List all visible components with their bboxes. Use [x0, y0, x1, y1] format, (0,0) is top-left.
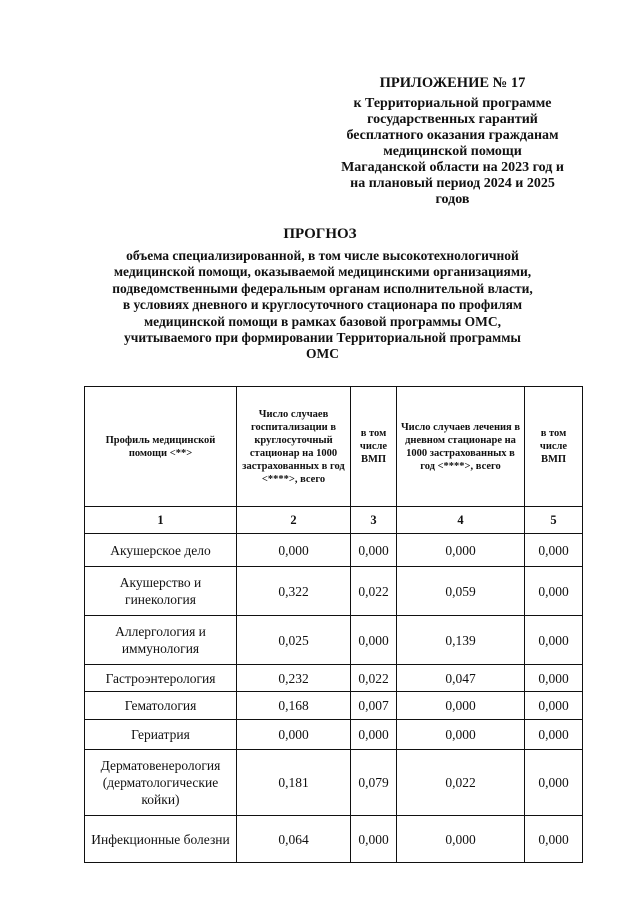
appendix-line: Магаданской области на 2023 год и [341, 160, 564, 175]
column-number: 3 [351, 507, 397, 534]
value-cell: 0,007 [351, 692, 397, 720]
subtitle-line: в условиях дневного и круглосуточного стационара по профилям [122, 297, 523, 313]
table-row [85, 567, 583, 616]
subtitle-line: медицинской помощи, оказываемой медицинскими организациями, [113, 264, 532, 280]
value-cell: 0,022 [351, 665, 397, 692]
column-number: 1 [85, 507, 237, 534]
appendix-line: медицинской помощи [383, 144, 522, 159]
document-subtitle [80, 248, 565, 363]
table-row [85, 720, 583, 750]
value-cell: 0,000 [397, 692, 525, 720]
header-day-stationary-cases: Число случаев лечения в дневном стационаре на 1000 застрахованных в год <****>, всего [397, 387, 525, 507]
value-cell: 0,000 [397, 534, 525, 567]
column-number: 4 [397, 507, 525, 534]
appendix-header [325, 75, 580, 208]
value-cell: 0,064 [237, 816, 351, 863]
column-number: 2 [237, 507, 351, 534]
subtitle-line: ОМС [306, 346, 339, 362]
header-vmp: в том числе ВМП [351, 387, 397, 507]
profile-cell: Аллергология и иммунология [85, 616, 237, 665]
column-number: 5 [525, 507, 583, 534]
value-cell: 0,000 [525, 534, 583, 567]
value-cell: 0,000 [237, 720, 351, 750]
profile-cell: Акушерство и гинекология [85, 567, 237, 616]
value-cell: 0,000 [351, 616, 397, 665]
value-cell: 0,168 [237, 692, 351, 720]
value-cell: 0,000 [525, 616, 583, 665]
table-row [85, 692, 583, 720]
value-cell: 0,059 [397, 567, 525, 616]
appendix-line: государственных гарантий [367, 112, 538, 127]
value-cell: 0,000 [525, 665, 583, 692]
value-cell: 0,232 [237, 665, 351, 692]
value-cell: 0,000 [237, 534, 351, 567]
value-cell: 0,079 [351, 750, 397, 816]
value-cell: 0,000 [525, 567, 583, 616]
subtitle-line: учитываемого при формировании Территориальной программы [124, 330, 521, 346]
value-cell: 0,000 [525, 720, 583, 750]
subtitle-line: медицинской помощи в рамках базовой программы ОМС, [143, 313, 502, 329]
appendix-line: к Территориальной программе [353, 96, 552, 111]
value-cell: 0,000 [351, 816, 397, 863]
value-cell: 0,000 [525, 816, 583, 863]
subtitle-line: подведомственными федеральным органам исполнительной власти, [112, 280, 533, 296]
document-title: ПРОГНОЗ [283, 226, 357, 242]
profile-cell: Инфекционные болезни [85, 816, 237, 863]
value-cell: 0,000 [351, 720, 397, 750]
subtitle-line: объема специализированной, в том числе высокотехнологичной [126, 248, 519, 263]
value-cell: 0,022 [351, 567, 397, 616]
table-row [85, 616, 583, 665]
appendix-line: на плановый период 2024 и 2025 [350, 176, 555, 191]
profile-cell: Акушерское дело [85, 534, 237, 567]
appendix-line: бесплатного оказания гражданам [346, 128, 559, 143]
value-cell: 0,022 [397, 750, 525, 816]
appendix-number: ПРИЛОЖЕНИЕ № 17 [379, 75, 526, 91]
value-cell: 0,025 [237, 616, 351, 665]
value-cell: 0,181 [237, 750, 351, 816]
table-row [85, 750, 583, 816]
appendix-line: годов [435, 192, 470, 207]
value-cell: 0,000 [351, 534, 397, 567]
profile-cell: Гастроэнтерология [85, 665, 237, 692]
value-cell: 0,322 [237, 567, 351, 616]
value-cell: 0,047 [397, 665, 525, 692]
header-round-clock-cases: Число случаев госпитализации в круглосуточный стационар на 1000 застрахованных в год <****>, всего [237, 387, 351, 507]
forecast-table [84, 386, 583, 863]
table-row [85, 816, 583, 863]
table-row [85, 665, 583, 692]
profile-cell: Гематология [85, 692, 237, 720]
profile-cell: Гериатрия [85, 720, 237, 750]
value-cell: 0,139 [397, 616, 525, 665]
value-cell: 0,000 [397, 720, 525, 750]
column-numbers-row [85, 507, 583, 534]
header-profile: Профиль медицинской помощи <**> [85, 387, 237, 507]
profile-cell: Дерматовенерология (дерматологические койки) [85, 750, 237, 816]
value-cell: 0,000 [525, 750, 583, 816]
value-cell: 0,000 [525, 692, 583, 720]
header-vmp: в том числе ВМП [525, 387, 583, 507]
value-cell: 0,000 [397, 816, 525, 863]
table-header-row [85, 387, 583, 507]
table-row [85, 534, 583, 567]
